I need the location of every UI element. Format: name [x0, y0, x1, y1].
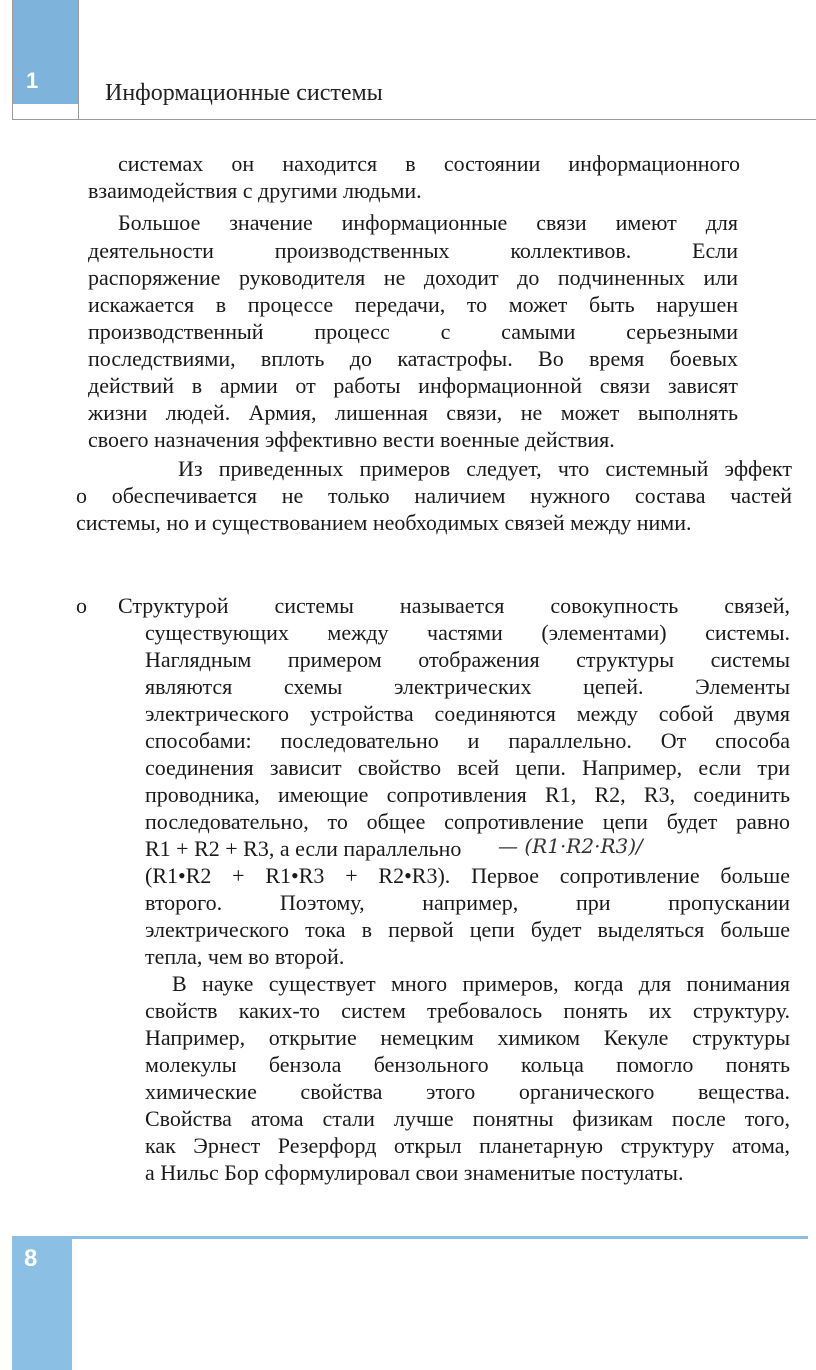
- text-line: производственный процесс с самыми серьезными: [88, 319, 738, 344]
- list-bullet: o: [76, 593, 87, 618]
- text-line: последствиями, вплоть до катастрофы. Во время боевых: [88, 346, 738, 371]
- text-line: Структурой системы называется совокупность связей,: [118, 593, 790, 618]
- text-line: искажается в процессе передачи, то может быть нарушен: [88, 292, 738, 317]
- text-line: способами: последовательно и параллельно. От способа: [145, 728, 790, 753]
- text-line: Наглядным примером отображения структуры системы: [145, 647, 790, 672]
- header-rule: [12, 119, 816, 120]
- text-line: Большое значение информационные связи имеют для: [118, 210, 738, 235]
- text-line: системах он находится в состоянии информационного: [118, 151, 740, 176]
- text-line: (R1•R2 + R1•R3 + R2•R3). Первое сопротивление больше: [145, 863, 790, 888]
- header-divider: [12, 0, 13, 120]
- footer-rule: [72, 1236, 808, 1239]
- running-title: Информационные системы: [105, 80, 383, 106]
- text-line: химические свойства этого органического вещества.: [145, 1079, 790, 1104]
- text-line: тепла, чем во второй.: [145, 944, 345, 969]
- text-line: В науке существует много примеров, когда для понимания: [172, 971, 790, 996]
- text-line: о обеспечивается не только наличием нужного состава частей: [76, 483, 792, 508]
- text-line: Например, открытие немецким химиком Кекуле структуры: [145, 1025, 790, 1050]
- text-line: как Эрнест Резерфорд открыл планетарную структуру атома,: [145, 1133, 790, 1158]
- text-line: распоряжение руководителя не доходит до подчиненных или: [88, 265, 738, 290]
- text-line: электрического устройства соединяются между собой двумя: [145, 701, 790, 726]
- text-line: R1 + R2 + R3, а если параллельно: [145, 836, 462, 861]
- page-number-tab: [12, 1236, 72, 1370]
- text-line: Из приведенных примеров следует, что системный эффект: [178, 456, 792, 481]
- text-line: последовательно, то общее сопротивление цепи будет равно: [145, 809, 790, 834]
- header-divider: [78, 0, 79, 120]
- text-line: соединения зависит свойство всей цепи. Например, если три: [145, 755, 790, 780]
- text-line: свойств каких-то систем требовалось понять их структуру.: [145, 998, 790, 1023]
- text-line: деятельности производственных коллективов. Если: [88, 238, 738, 263]
- parallel-resistance-formula: — (R1·R2·R3)/: [498, 834, 643, 858]
- text-line: молекулы бензола бензольного кольца помогло понять: [145, 1052, 790, 1077]
- text-line: Свойства атома стали лучше понятны физикам после того,: [145, 1106, 790, 1131]
- chapter-number: 1: [26, 68, 39, 93]
- text-line: а Нильс Бор сформулировал свои знаменитые постулаты.: [145, 1160, 684, 1185]
- text-line: системы, но и существованием необходимых связей между ними.: [76, 510, 692, 535]
- page-number: 8: [24, 1245, 38, 1272]
- text-line: электрического тока в первой цепи будет выделяться больше: [145, 917, 790, 942]
- text-line: действий в армии от работы информационной связи зависят: [88, 373, 738, 398]
- text-line: существующих между частями (элементами) системы.: [145, 620, 790, 645]
- text-line: жизни людей. Армия, лишенная связи, не может выполнять: [88, 400, 738, 425]
- text-line: взаимодействия с другими людьми.: [88, 178, 422, 203]
- text-line: второго. Поэтому, например, при пропускании: [145, 890, 790, 915]
- text-line: проводника, имеющие сопротивления R1, R2, R3, соединить: [145, 782, 790, 807]
- text-line: являются схемы электрических цепей. Элементы: [145, 674, 790, 699]
- text-line: своего назначения эффективно вести военные действия.: [88, 427, 615, 452]
